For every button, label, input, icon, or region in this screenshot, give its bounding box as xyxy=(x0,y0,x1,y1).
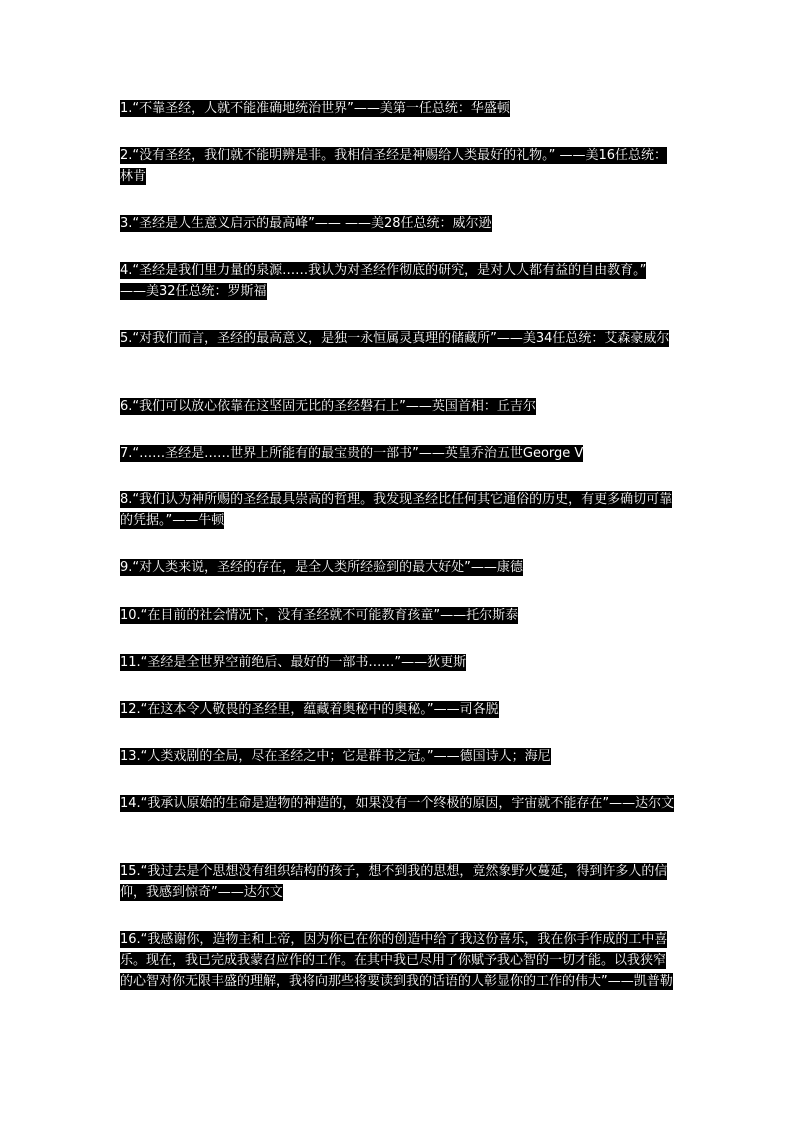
quote-text: 14.“我承认原始的生命是造物的神造的，如果没有一个终极的原因，宇宙就不能存在”——达尔文 xyxy=(120,796,675,811)
quote-5 xyxy=(120,328,676,349)
quote-text: 9.“对人类来说，圣经的存在，是全人类所经验到的最大好处”——康德 xyxy=(120,560,523,575)
quote-text: 12.“在这本令人敬畏的圣经里，蕴藏着奥秘中的奥秘。”——司各脱 xyxy=(120,702,499,717)
quote-13 xyxy=(120,746,676,767)
quote-10 xyxy=(120,605,676,626)
quote-text: 2.“没有圣经，我们就不能明辨是非。我相信圣经是神赐给人类最好的礼物。” ——美16任总统：林肯 xyxy=(120,148,668,184)
quote-text: 6.“我们可以放心依靠在这坚固无比的圣经磐石上”——英国首相：丘吉尔 xyxy=(120,399,536,414)
quote-7 xyxy=(120,443,676,464)
quote-text: 13.“人类戏剧的全局，尽在圣经之中；它是群书之冠。”——德国诗人；海尼 xyxy=(120,749,551,764)
quote-text: 1.“不靠圣经，人就不能准确地统治世界”——美第一任总统：华盛顿 xyxy=(120,101,510,116)
quote-text: 5.“对我们而言，圣经的最高意义，是独一永恒属灵真理的储藏所”——美34任总统：艾森豪威尔 xyxy=(120,331,670,346)
quote-8 xyxy=(120,489,676,531)
quote-text: 16.“我感谢你，造物主和上帝，因为你已在你的创造中给了我这份喜乐，我在你手作成的工中喜乐。现在，我已完成我蒙召应作的工作。在其中我已尽用了你赋予我心智的一切才能。以我狭窄的心智对你无限丰盛的理解，我将向那些将要读到我的话语的人彰显你的工作的伟大”——凯普勒 xyxy=(120,932,673,989)
quote-11 xyxy=(120,652,676,673)
quote-1 xyxy=(120,98,676,119)
quote-text: 15.“我过去是个思想没有组织结构的孩子，想不到我的思想，竟然象野火蔓延，得到许多人的信仰，我感到惊奇”——达尔文 xyxy=(120,864,668,900)
quote-text: 3.“圣经是人生意义启示的最高峰”—— ——美28任总统：威尔逊 xyxy=(120,216,492,231)
quote-text: 8.“我们认为神所赐的圣经最具崇高的哲理。我发现圣经比任何其它通俗的历史，有更多确切可靠的凭据。”——牛顿 xyxy=(120,492,673,528)
quote-3 xyxy=(120,213,676,234)
quote-text: 11.“圣经是全世界空前绝后、最好的一部书……”——狄更斯 xyxy=(120,655,467,670)
quote-4 xyxy=(120,260,676,302)
quote-text: 10.“在目前的社会情况下，没有圣经就不可能教育孩童”——托尔斯泰 xyxy=(120,608,519,623)
quote-text: 7.“……圣经是……世界上所能有的最宝贵的一部书”——英皇乔治五世George V xyxy=(120,446,584,461)
quote-16 xyxy=(120,929,676,992)
quote-12 xyxy=(120,699,676,720)
quote-15 xyxy=(120,861,676,903)
quote-9 xyxy=(120,557,676,578)
quote-2 xyxy=(120,145,676,187)
quote-6 xyxy=(120,396,676,417)
quote-14 xyxy=(120,793,676,814)
quote-text: 4.“圣经是我们里力量的泉源……我认为对圣经作彻底的研究，是对人人都有益的自由教育。” ——美32任总统：罗斯福 xyxy=(120,263,647,299)
